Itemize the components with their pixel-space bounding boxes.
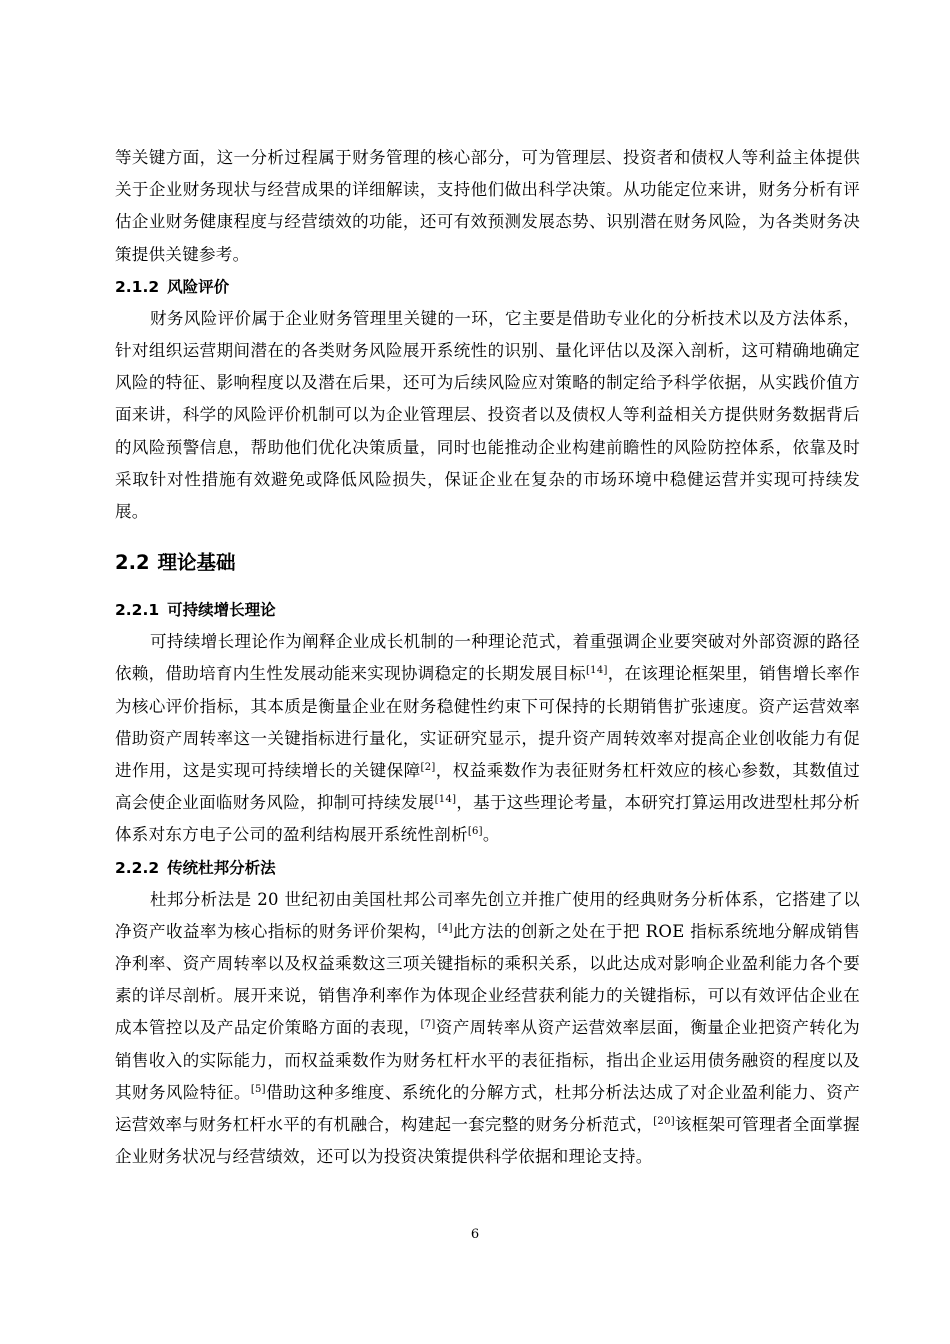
citation: [4] [437,922,453,934]
text-run: ，权益乘数作为表征财务杠杆效应的核心参数，其数值过高会使企业面临财务风险，抑制可持续发展 [115,761,860,813]
section-heading-2-2-1 [115,594,860,626]
citation: [6] [467,826,483,838]
section-number: 2.2.1 [115,601,160,620]
section-number: 2.2 [115,551,150,575]
citation: [14] [585,665,608,677]
text-run: 杜邦分析法是 20 世纪初由美国杜邦公司率先创立并推广使用的经典财务分析体系，它搭建了以净资产收益率为核心指标的财务评价架构， [115,889,860,941]
text-run: 借助这种多维度、系统化的分解方式，杜邦分析法达成了对企业盈利能力、资产运营效率与财务杠杆水平的有机融合，构建起一套完整的财务分析范式， [115,1082,861,1135]
section-title: 理论基础 [157,551,236,575]
section-title: 风险评价 [167,277,230,296]
document-page [115,142,860,1173]
text-run: 。 [482,825,500,845]
paragraph-dupont-analysis [115,884,860,1174]
section-number: 2.1.2 [115,277,160,296]
paragraph-risk-evaluation: 财务风险评价属于企业财务管理里关键的一环，它主要是借助专业化的分析技术以及方法体系，针对组织运营期间潜在的各类财务风险展开系统性的识别、量化评估以及深入剖析，这可精确地确定风险的特征、影响程度以及潜在后果，还可为后续风险应对策略的制定给予科学依据，从实践价值方面来讲，科学的风险评价机制可以为企业管理层、投资者以及债权人等利益相关方提供财务数据背后的风险预警信息，帮助他们优化决策质量，同时也能推动企业构建前瞻性的风险防控体系，依靠及时采取针对性措施有效避免或降低风险损失，保证企业在复杂的市场环境中稳健运营并实现可持续发展。 [115,308,860,522]
citation: [20] [653,1116,675,1128]
section-heading-2-2 [115,546,860,580]
text-run: ，在该理论框架里，销售增长率作为核心评价指标，其本质是衡量企业在财务稳健性约束下可保持的长期销售扩张速度。资产运营效率借助资产周转率这一关键指标进行量化，实证研究显示，提升资产周转效率对提高企业创收能力有促进作用，这是实现可持续增长的关键保障 [115,664,861,781]
section-heading-2-1-2 [115,271,860,303]
paragraph-sustainable-growth [115,626,860,851]
text-run: 该框架可管理者全面掌握企业财务状况与经营绩效，还可以为投资决策提供科学依据和理论支持。 [115,1115,860,1167]
text-run: 资产周转率从资产运营效率层面，衡量企业把资产转化为销售收入的实际能力，而权益乘数作为财务杠杆水平的表征指标，指出企业运用债务融资的程度以及其财务风险特征。 [115,1018,860,1102]
text-run: 可持续增长理论作为阐释企业成长机制的一种理论范式，着重强调企业要突破对外部资源的路径依赖，借助培育内生性发展动能来实现协调稳定的长期发展目标 [115,632,860,684]
text-run: ，基于这些理论考量，本研究打算运用改进型杜邦分析体系对东方电子公司的盈利结构展开系统性剖析 [115,793,861,845]
paragraph-intro-continued: 等关键方面，这一分析过程属于财务管理的核心部分，可为管理层、投资者和债权人等利益主体提供关于企业财务现状与经营成果的详细解读，支持他们做出科学决策。从功能定位来讲，财务分析有评估企业财务健康程度与经营绩效的功能，还可有效预测发展态势、识别潜在财务风险，为各类财务决策提供关键参考。 [115,148,860,264]
section-number: 2.2.2 [115,858,160,877]
text-run: 此方法的创新之处在于把 ROE 指标系统地分解成销售净利率、资产周转率以及权益乘数这三项关键指标的乘积关系，以此达成对影响企业盈利能力各个要素的详尽剖析。展开来说，销售净利率作为体现企业经营获利能力的关键指标，可以有效评估企业在成本管控以及产品定价策略方面的表现， [115,921,860,1038]
section-heading-2-2-2 [115,852,860,884]
citation: [14] [434,794,457,806]
citation: [7] [420,1019,436,1031]
citation: [5] [250,1083,266,1095]
section-title: 可持续增长理论 [167,601,276,620]
page-number: 6 [470,1227,480,1242]
citation: [2] [420,762,436,774]
section-title: 传统杜邦分析法 [167,858,276,877]
